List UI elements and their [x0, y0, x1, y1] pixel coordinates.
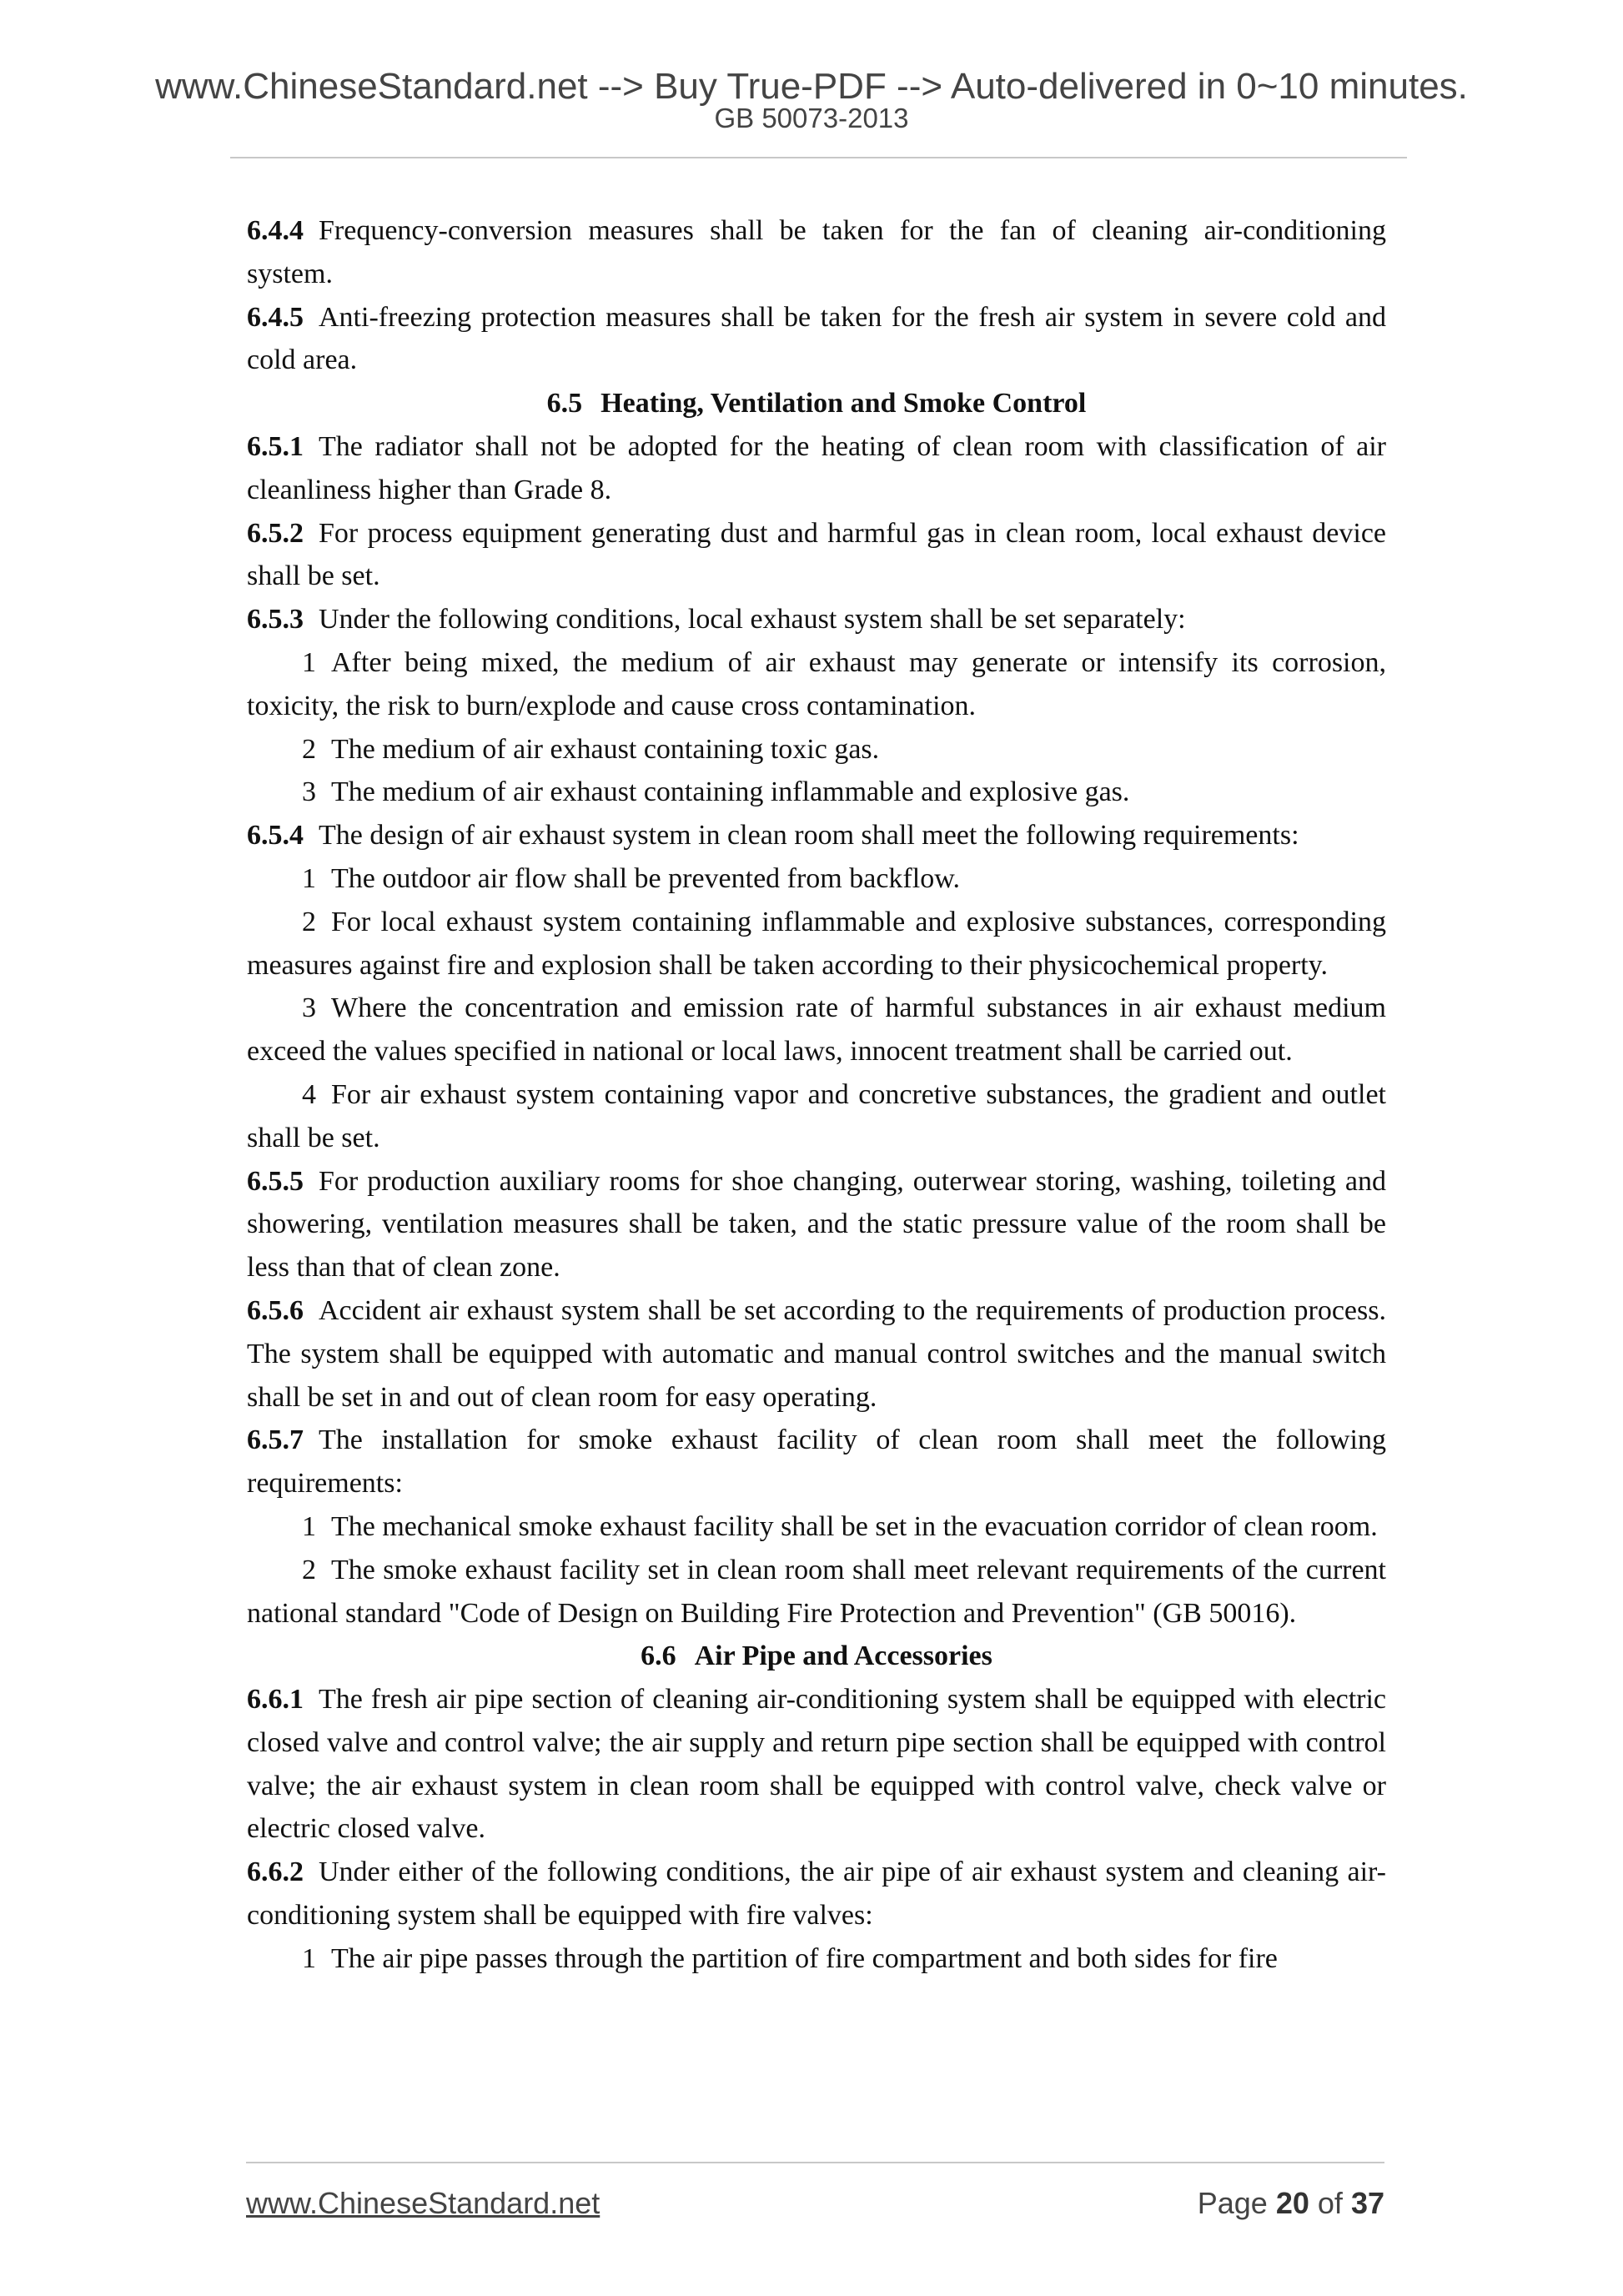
- site-banner: www.ChineseStandard.net --> Buy True-PDF --> Auto-delivered in 0~10 minutes.: [155, 66, 1468, 107]
- clause-text: The radiator shall not be adopted for the heating of clean room with classification of air cleanliness higher than Grade 8.: [247, 430, 1386, 505]
- section-number: 6.6: [641, 1640, 676, 1672]
- section-heading: [247, 1635, 1386, 1678]
- clause-number: 6.5.1: [247, 430, 304, 462]
- page-total: 37: [1350, 2186, 1384, 2220]
- clause-text: Under either of the following conditions, the air pipe of air exhaust system and cleaning air-conditioning system shall be equipped with fire valves:: [247, 1856, 1386, 1932]
- item-number: 1: [302, 1510, 316, 1542]
- clause-text: The fresh air pipe section of cleaning air-conditioning system shall be equipped with electric closed valve and control valve; the air supply and return pipe section shall be equipped with control valve; the air exhaust system in clean room shall be equipped with control valve, check valve or electric closed valve.: [247, 1684, 1386, 1845]
- item-number: 2: [302, 1554, 316, 1585]
- clause-number: 6.5.3: [247, 604, 304, 636]
- item-number: 3: [302, 776, 316, 808]
- list-item: [247, 728, 1386, 771]
- list-item: [247, 1937, 1386, 1981]
- clause: [247, 209, 1386, 296]
- list-item: [247, 641, 1386, 728]
- clause-number: 6.4.4: [247, 215, 304, 246]
- section-title: Heating, Ventilation and Smoke Control: [600, 388, 1087, 420]
- clause-text: Accident air exhaust system shall be set according to the requirements of production process. The system shall be equipped with automatic and manual control switches and the manual switch shall be set in and out of clean room for easy operating.: [247, 1294, 1386, 1413]
- clause-number: 6.5.6: [247, 1294, 304, 1326]
- clause-number: 6.6.1: [247, 1684, 304, 1716]
- list-item: [247, 1073, 1386, 1160]
- clause-text: Frequency-conversion measures shall be taken for the fan of cleaning air-conditioning system.: [247, 215, 1386, 289]
- clause: [247, 1851, 1386, 1937]
- footer-divider: [246, 2162, 1384, 2163]
- item-text: Where the concentration and emission rate of harmful substances in air exhaust medium exceed the values specified in national or local laws, innocent treatment shall be carried out.: [247, 992, 1386, 1068]
- list-item: [247, 1549, 1386, 1635]
- list-item: [247, 1505, 1386, 1549]
- clause: [247, 425, 1386, 512]
- item-text: The air pipe passes through the partition of fire compartment and both sides for fire: [331, 1942, 1278, 1974]
- clause-text: Under the following conditions, local exhaust system shall be set separately:: [319, 604, 1186, 636]
- item-text: The outdoor air flow shall be prevented from backflow.: [331, 862, 961, 894]
- clause: [247, 1160, 1386, 1289]
- list-item: [247, 857, 1386, 901]
- list-item: [247, 901, 1386, 987]
- clause-text: For process equipment generating dust and harmful gas in clean room, local exhaust device shall be set.: [247, 517, 1386, 592]
- page-separator: of: [1317, 2186, 1343, 2220]
- clause-number: 6.5.5: [247, 1165, 304, 1197]
- list-item: [247, 771, 1386, 814]
- clause: [247, 598, 1386, 641]
- clause-number: 6.4.5: [247, 301, 304, 333]
- item-number: 1: [302, 646, 316, 678]
- clause-text: The installation for smoke exhaust facility of clean room shall meet the following requirements:: [247, 1424, 1386, 1500]
- clause-text: Anti-freezing protection measures shall be taken for the fresh air system in severe cold and cold area.: [247, 301, 1386, 376]
- item-text: For air exhaust system containing vapor and concretive substances, the gradient and outlet shall be set.: [247, 1078, 1386, 1153]
- section-number: 6.5: [546, 388, 583, 420]
- clause: [247, 1289, 1386, 1419]
- page-indicator: [1198, 2185, 1384, 2222]
- item-number: 1: [302, 1942, 316, 1974]
- clause: [247, 1678, 1386, 1851]
- document-id: GB 50073-2013: [714, 103, 909, 133]
- document-body: [247, 209, 1386, 1981]
- clause: [247, 814, 1386, 857]
- item-number: 2: [302, 906, 316, 937]
- clause: [247, 1419, 1386, 1505]
- page-current: 20: [1275, 2186, 1309, 2220]
- section-title: Air Pipe and Accessories: [694, 1640, 992, 1672]
- item-text: The smoke exhaust facility set in clean room shall meet relevant requirements of the current national standard "Code of Design on Building Fire Protection and Prevention" (GB 50016).: [247, 1554, 1386, 1629]
- item-number: 1: [302, 862, 316, 894]
- item-text: The medium of air exhaust containing toxic gas.: [331, 733, 880, 765]
- page-prefix: Page: [1197, 2186, 1268, 2220]
- item-text: The medium of air exhaust containing inflammable and explosive gas.: [331, 776, 1130, 808]
- header-divider: [230, 157, 1407, 158]
- item-number: 4: [302, 1078, 316, 1110]
- item-text: The mechanical smoke exhaust facility shall be set in the evacuation corridor of clean room.: [331, 1510, 1378, 1542]
- item-number: 3: [302, 992, 316, 1024]
- item-number: 2: [302, 733, 316, 765]
- clause-number: 6.5.7: [247, 1424, 304, 1456]
- clause-number: 6.5.2: [247, 517, 304, 549]
- item-text: After being mixed, the medium of air exhaust may generate or intensify its corrosion, toxicity, the risk to burn/explode and cause cross contamination.: [247, 646, 1386, 721]
- section-heading: [247, 382, 1386, 425]
- clause-number: 6.5.4: [247, 820, 304, 852]
- clause: [247, 296, 1386, 383]
- clause-text: For production auxiliary rooms for shoe changing, outerwear storing, washing, toileting and showering, ventilation measures shall be taken, and the static pressure value of the room shall be less than that of clean zone.: [247, 1165, 1386, 1284]
- clause-text: The design of air exhaust system in clean room shall meet the following requirements:: [319, 820, 1299, 852]
- item-text: For local exhaust system containing inflammable and explosive substances, corresponding measures against fire and explosion shall be taken according to their physicochemical property.: [247, 906, 1386, 981]
- list-item: [247, 987, 1386, 1073]
- clause: [247, 512, 1386, 599]
- clause-number: 6.6.2: [247, 1856, 304, 1888]
- footer-site-link[interactable]: www.ChineseStandard.net: [246, 2186, 600, 2220]
